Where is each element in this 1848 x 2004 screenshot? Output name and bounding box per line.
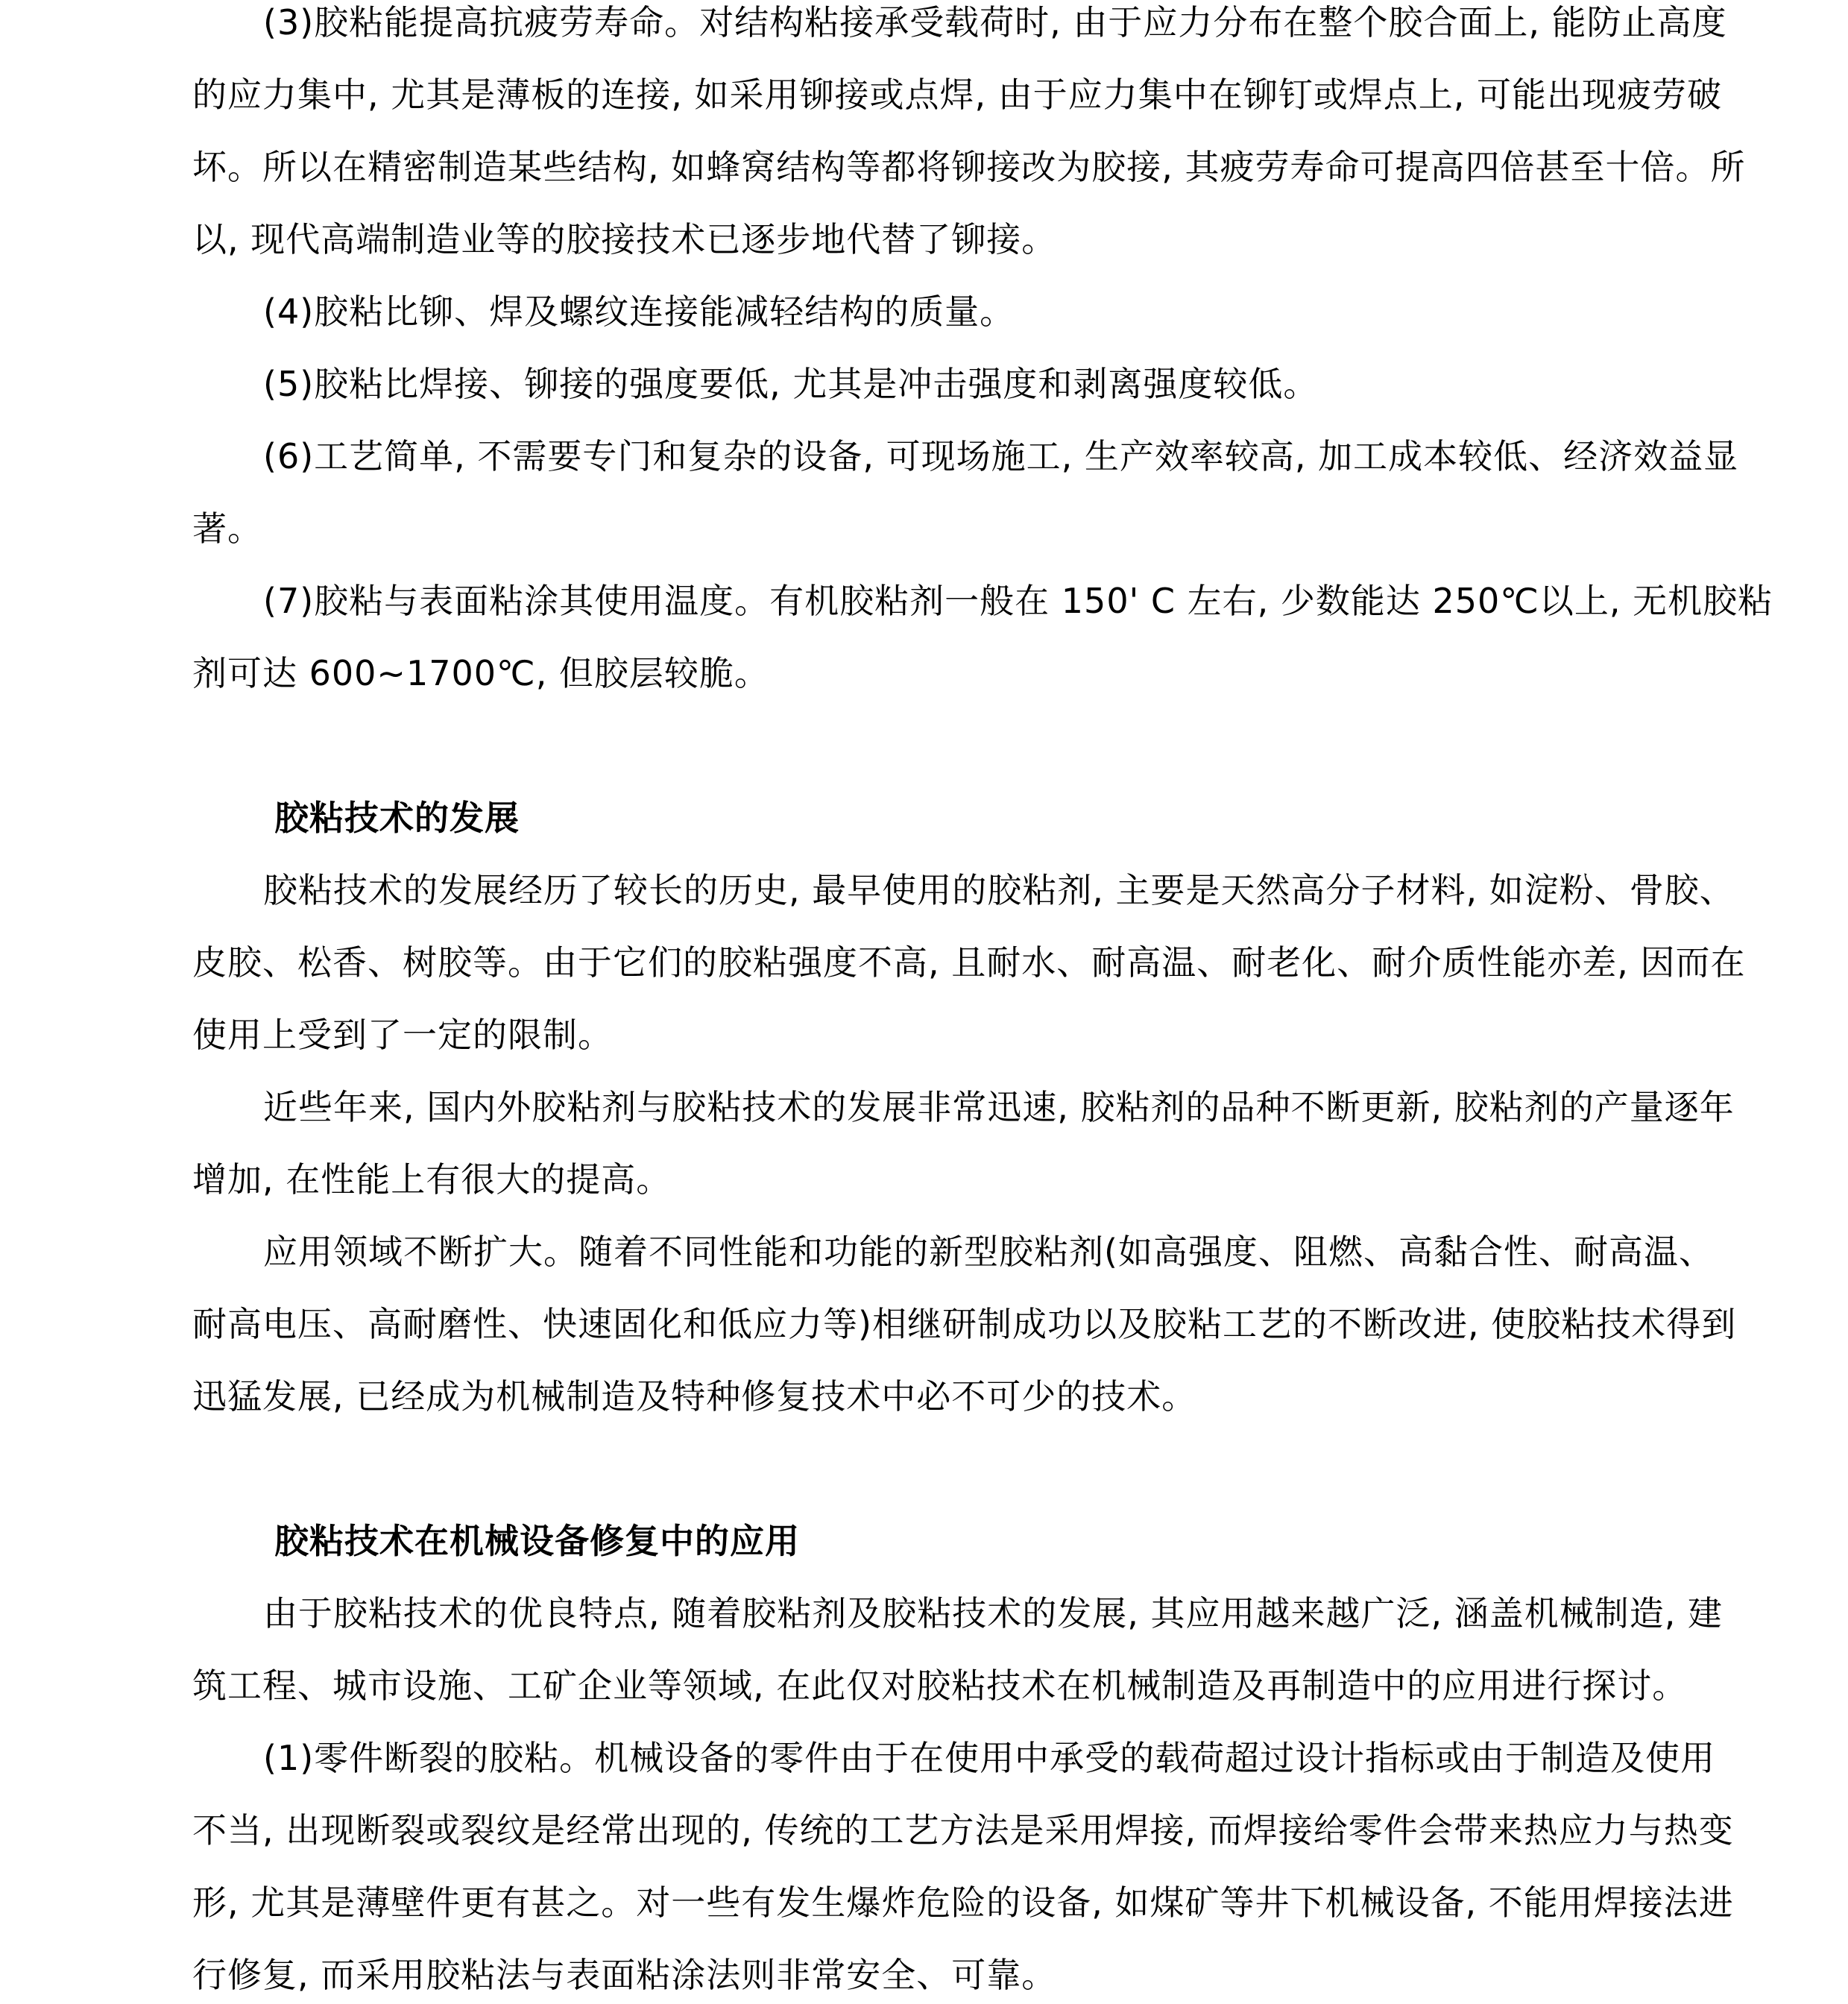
text-line: (7)胶粘与表面粘涂其使用温度。有机胶粘剂一般在 150' C 左右, 少数能达 250℃以上, 无机胶粘 (263, 581, 1773, 621)
text-line: 胶粘技术的发展经历了较长的历史, 最早使用的胶粘剂, 主要是天然高分子材料, 如淀粉、骨胶、 (263, 870, 1735, 910)
text-line: 形, 尤其是薄壁件更有甚之。对一些有发生爆炸危险的设备, 如煤矿等井下机械设备, 不能用焊接法进 (192, 1882, 1734, 1923)
text-line: 耐高电压、高耐磨性、快速固化和低应力等)相继研制成功以及胶粘工艺的不断改进, 使胶粘技术得到 (192, 1304, 1737, 1344)
section-heading-application: 胶粘技术在机械设备修复中的应用 (274, 1521, 800, 1561)
text-line: (5)胶粘比焊接、铆接的强度要低, 尤其是冲击强度和剥离强度较低。 (263, 364, 1319, 404)
text-line: 以, 现代高端制造业等的胶接技术已逐步地代替了铆接。 (192, 219, 1057, 259)
blank-line (192, 710, 1676, 782)
text-line: (1)零件断裂的胶粘。机械设备的零件由于在使用中承受的载荷超过设计指标或由于制造及使用 (263, 1738, 1716, 1778)
text-line: 行修复, 而采用胶粘法与表面粘涂法则非常安全、可靠。 (192, 1955, 1057, 1995)
text-line: 迅猛发展, 已经成为机械制造及特种修复技术中必不可少的技术。 (192, 1376, 1197, 1417)
text-line: 的应力集中, 尤其是薄板的连接, 如采用铆接或点焊, 由于应力集中在铆钉或焊点上, 可能出现疲劳破 (192, 75, 1722, 115)
text-line: 筑工程、城市设施、工矿企业等领域, 在此仅对胶粘技术在机械制造及再制造中的应用进行探讨。 (192, 1666, 1688, 1706)
document-text-block (192, 0, 1773, 2004)
text-line: 应用领域不断扩大。随着不同性能和功能的新型胶粘剂(如高强度、阻燃、高黏合性、耐高温、 (263, 1232, 1714, 1272)
text-line: 使用上受到了一定的限制。 (192, 1015, 613, 1055)
text-line: (3)胶粘能提高抗疲劳寿命。对结构粘接承受载荷时, 由于应力分布在整个胶合面上, 能防止高度 (263, 2, 1727, 42)
text-line: (6)工艺简单, 不需要专门和复杂的设备, 可现场施工, 生产效率较高, 加工成本较低、经济效益显 (263, 436, 1739, 476)
text-line: 剂可达 600~1700℃, 但胶层较脆。 (192, 653, 769, 693)
blank-line (192, 1433, 1676, 1505)
text-line: 增加, 在性能上有很大的提高。 (192, 1159, 672, 1200)
text-line: (4)胶粘比铆、焊及螺纹连接能减轻结构的质量。 (263, 292, 1015, 332)
text-line: 近些年来, 国内外胶粘剂与胶粘技术的发展非常迅速, 胶粘剂的品种不断更新, 胶粘剂的产量逐年 (263, 1087, 1735, 1127)
text-line: 由于胶粘技术的优良特点, 随着胶粘剂及胶粘技术的发展, 其应用越来越广泛, 涵盖机械制造, 建 (263, 1593, 1723, 1633)
text-line: 皮胶、松香、树胶等。由于它们的胶粘强度不高, 且耐水、耐高温、耐老化、耐介质性能亦差, 因而在 (192, 942, 1746, 983)
section-heading-development: 胶粘技术的发展 (274, 798, 520, 838)
text-line: 著。 (192, 508, 262, 549)
text-line: 坏。所以在精密制造某些结构, 如蜂窝结构等都将铆接改为胶接, 其疲劳寿命可提高四倍甚至十倍。所 (192, 147, 1746, 187)
text-line: 不当, 出现断裂或裂纹是经常出现的, 传统的工艺方法是采用焊接, 而焊接给零件会带来热应力与热变 (192, 1810, 1734, 1850)
